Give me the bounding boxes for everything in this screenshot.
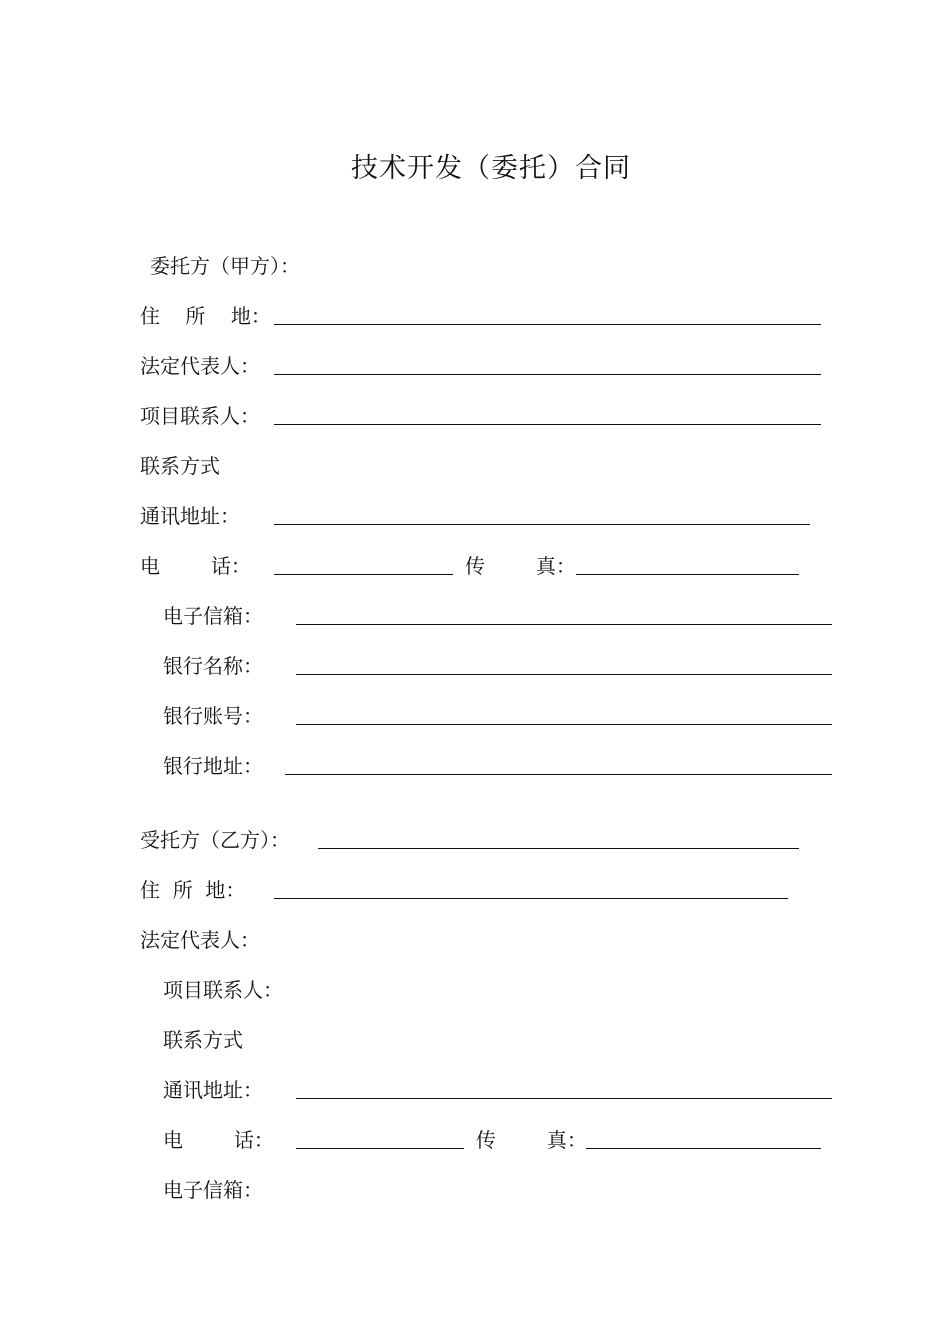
party-b-phone-label: 电 话：	[163, 1128, 274, 1152]
party-b-fax-label: 传 真：	[476, 1128, 587, 1152]
party-a-bank-name-label: 银行名称：	[163, 654, 263, 678]
party-a-address-field[interactable]	[274, 324, 821, 325]
document-title: 技术开发（委托）合同	[351, 153, 631, 184]
party-b-mail-address-field[interactable]	[296, 1098, 832, 1099]
party-b-phone-field[interactable]	[296, 1148, 464, 1149]
party-a-contact-method-label: 联系方式	[140, 454, 220, 478]
party-a-email-label: 电子信箱：	[163, 604, 263, 628]
party-a-bank-account-field[interactable]	[296, 724, 832, 725]
party-a-legal-rep-field[interactable]	[274, 374, 821, 375]
party-a-phone-label: 电 话：	[140, 554, 251, 578]
party-b-email-label: 电子信箱：	[163, 1178, 263, 1202]
party-a-project-contact-field[interactable]	[274, 424, 821, 425]
party-a-address-label: 住 所 地：	[140, 304, 271, 328]
party-b-heading: 受托方（乙方）：	[140, 828, 290, 852]
party-a-project-contact-label: 项目联系人：	[140, 404, 260, 428]
party-b-name-field[interactable]	[318, 848, 799, 849]
party-a-mail-address-label: 通讯地址：	[140, 504, 240, 528]
party-b-address-field[interactable]	[274, 898, 788, 899]
party-b-fax-field[interactable]	[586, 1148, 821, 1149]
party-a-fax-field[interactable]	[576, 574, 799, 575]
party-a-bank-account-label: 银行账号：	[163, 704, 263, 728]
party-a-bank-name-field[interactable]	[296, 674, 832, 675]
party-b-project-contact-label: 项目联系人：	[163, 978, 283, 1002]
party-a-heading: 委托方（甲方）：	[150, 254, 300, 278]
party-a-legal-rep-label: 法定代表人：	[140, 354, 260, 378]
party-a-phone-field[interactable]	[274, 574, 453, 575]
party-a-mail-address-field[interactable]	[274, 524, 810, 525]
party-a-email-field[interactable]	[296, 624, 832, 625]
party-a-bank-address-label: 银行地址：	[163, 754, 263, 778]
party-b-address-label: 住 所 地：	[140, 878, 246, 902]
party-b-mail-address-label: 通讯地址：	[163, 1078, 263, 1102]
party-a-fax-label: 传 真：	[465, 554, 576, 578]
party-a-bank-address-field[interactable]	[285, 774, 832, 775]
party-b-contact-method-label: 联系方式	[163, 1028, 243, 1052]
party-b-legal-rep-label: 法定代表人：	[140, 928, 260, 952]
